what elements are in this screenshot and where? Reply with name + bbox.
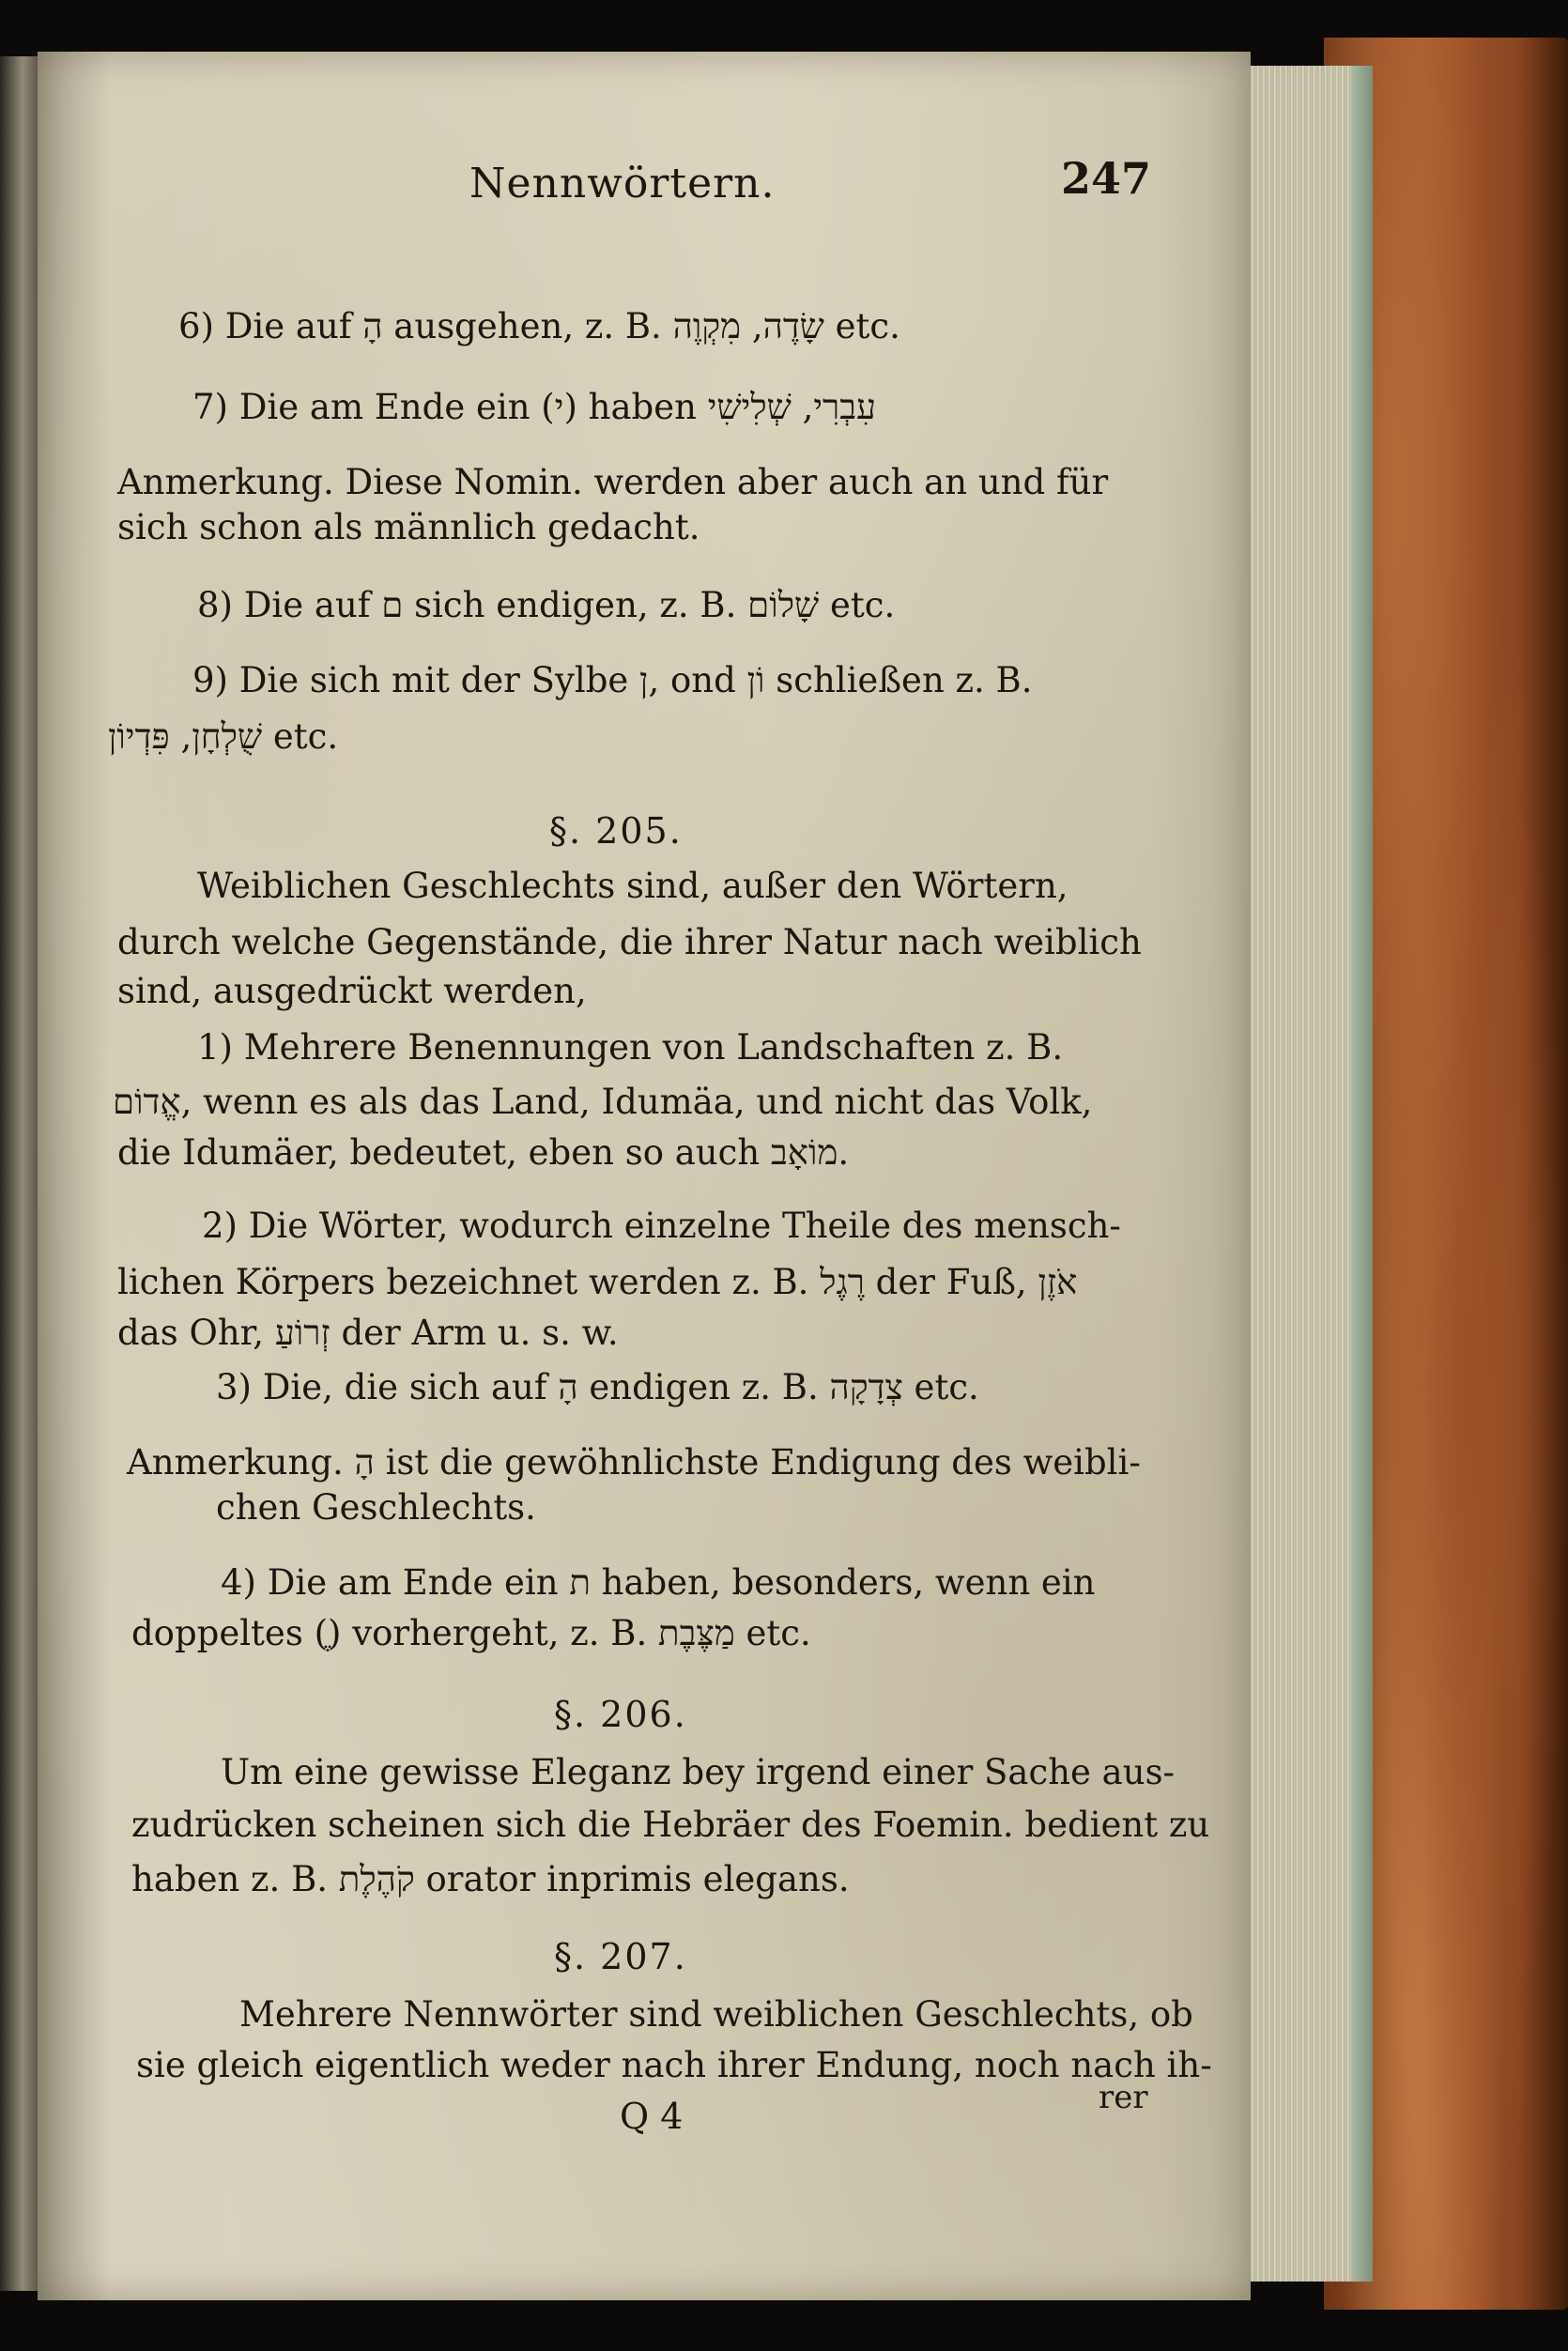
text-line: lichen Körpers bezeichnet werden z. B. רֶגֶל der Fuß, אֹזֶן [117,1262,1078,1302]
text-line: sich schon als männlich gedacht. [117,507,700,547]
text-line: Mehrere Nennwörter sind weiblichen Geschlechts, ob [239,1994,1193,2035]
text-line: Anmerkung. Diese Nomin. werden aber auch an und für [117,462,1109,502]
page-edge-strip [1352,66,1373,2282]
text-line: Um eine gewisse Eleganz bey irgend einer Sache aus- [221,1752,1176,1792]
section-heading: §. 206. [554,1694,687,1735]
page-text [38,52,1251,2300]
text-line: 9) Die sich mit der Sylbe ן, ond וֹן schließen z. B. [192,660,1033,700]
text-line: durch welche Gegenstände, die ihrer Natur nach weiblich [117,922,1142,962]
text-line: 3) Die, die sich auf הָ endigen z. B. צְדָקָה etc. [216,1367,979,1407]
book-page [38,52,1251,2300]
text-line: zudrücken scheinen sich die Hebräer des Foemin. bedient zu [131,1805,1210,1845]
page-block-edges [1249,66,1361,2282]
running-head: Nennwörtern. [469,160,776,207]
page-number: 247 [1061,153,1152,204]
section-heading: §. 205. [549,810,683,852]
text-line: 7) Die am Ende ein (י) haben עִבְרִי, שְׁלִישִׁי [192,387,876,427]
text-line: die Idumäer, bedeutet, eben so auch מוֹאָב. [117,1132,850,1173]
text-line: 4) Die am Ende ein ת haben, besonders, wenn ein [221,1562,1096,1603]
catchword: rer [1099,2079,1148,2116]
text-line: chen Geschlechts. [216,1487,536,1528]
text-line: 2) Die Wörter, wodurch einzelne Theile des mensch- [202,1206,1121,1246]
text-line: haben z. B. קֹהֶלֶת orator inprimis elegans. [131,1859,850,1899]
text-line: שֻׁלְחָן, פִּדְיוֹן etc. [108,716,339,757]
text-line: das Ohr, זְרוֹעַ der Arm u. s. w. [117,1313,619,1353]
facing-page-edge [0,56,38,2291]
text-line: 1) Mehrere Benennungen von Landschaften z. B. [197,1027,1064,1068]
section-heading: §. 207. [554,1936,687,1977]
text-line: Weiblichen Geschlechts sind, außer den Wörtern, [197,866,1068,906]
text-line: doppeltes (ֶ) vorhergeht, z. B. מַצֶּבֶת etc. [131,1613,811,1653]
text-line: 8) Die auf ם sich endigen, z. B. שָׁלוֹם etc. [197,585,896,625]
text-line: sind, ausgedrückt werden, [117,971,587,1011]
text-line: Anmerkung. הָ ist die gewöhnlichste Endigung des weibli- [127,1442,1141,1483]
text-line: אֱדוֹם, wenn es als das Land, Idumäa, und nicht das Volk, [113,1082,1093,1122]
text-line: 6) Die auf הָ ausgehen, z. B. שָׂדֶה, מִקְוֶה etc. [178,306,900,346]
text-line: sie gleich eigentlich weder nach ihrer Endung, noch nach ih- [136,2045,1212,2085]
signature-mark: Q 4 [620,2096,684,2137]
